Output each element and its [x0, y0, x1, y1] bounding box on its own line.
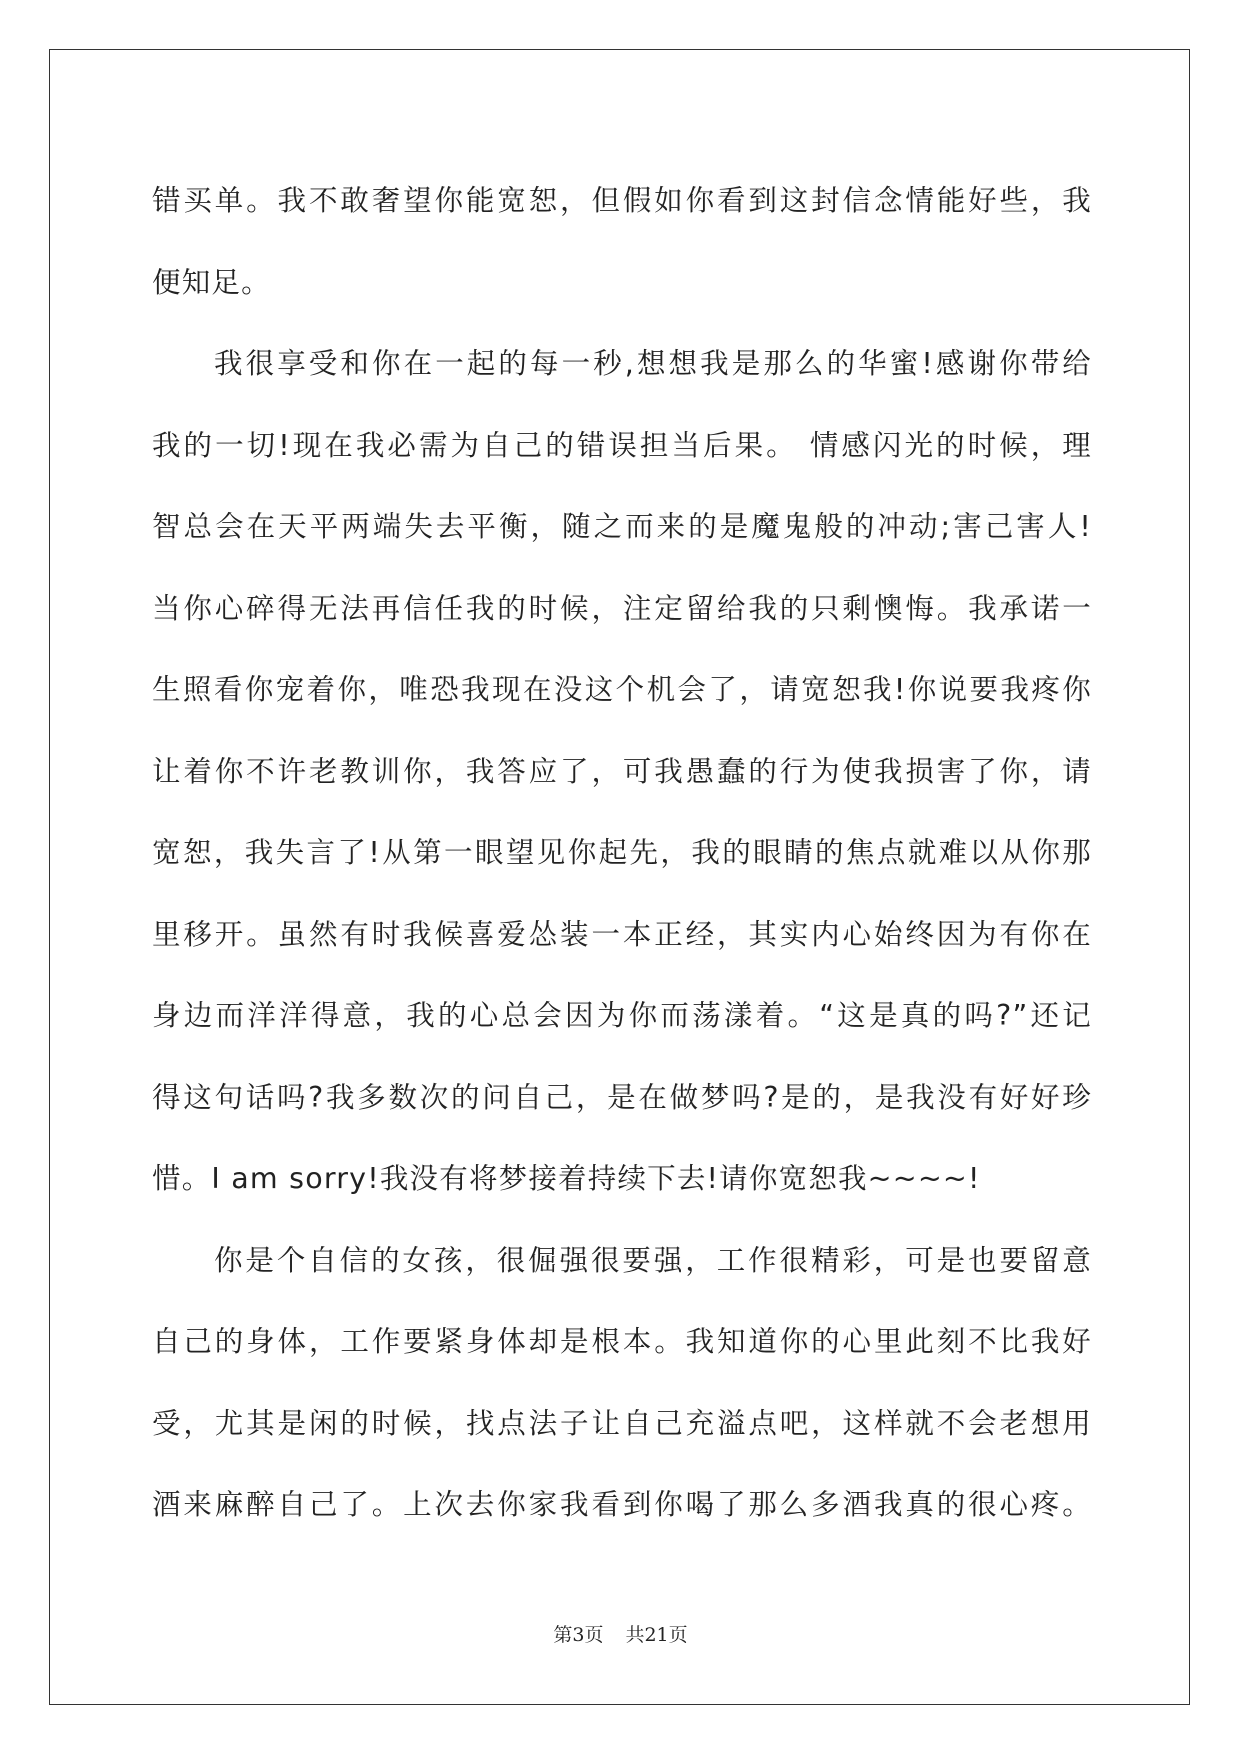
text-line: 自己的身体，工作要紧身体却是根本。我知道你的心里此刻不比我好 — [152, 1325, 1092, 1358]
text-line: 酒来麻醉自己了。上次去你家我看到你喝了那么多酒我真的很心疼。 — [152, 1488, 1092, 1521]
document-body — [152, 160, 1092, 1546]
total-pages: 共21页 — [625, 1624, 688, 1646]
text-line: 当你心碎得无法再信任我的时候，注定留给我的只剩懊悔。我承诺一 — [152, 591, 1092, 625]
text-line: 受，尤其是闲的时候，找点法子让自己充溢点吧，这样就不会老想用 — [152, 1406, 1092, 1440]
text-line: 错买单。我不敢奢望你能宽恕，但假如你看到这封信念情能好些，我 — [152, 184, 1092, 217]
text-line: 身边而洋洋得意，我的心总会因为你而荡漾着。“这是真的吗?”还记 — [152, 999, 1092, 1032]
paragraph-start-line: 你是个自信的女孩，很倔强很要强，工作很精彩，可是也要留意 — [214, 1243, 1092, 1277]
text-line: 生照看你宠着你，唯恐我现在没这个机会了，请宽恕我!你说要我疼你 — [152, 673, 1092, 706]
text-line: 得这句话吗?我多数次的问自己，是在做梦吗?是的，是我没有好好珍 — [152, 1080, 1092, 1114]
text-line: 惜。I am sorry!我没有将梦接着持续下去!请你宽恕我~~~~! — [152, 1162, 981, 1195]
text-line: 里移开。虽然有时我候喜爱怂装一本正经，其实内心始终因为有你在 — [152, 917, 1092, 951]
page-footer — [0, 1620, 1241, 1647]
paragraph-start-line: 我很享受和你在一起的每一秒,想想我是那么的华蜜!感谢你带给 — [214, 347, 1092, 380]
text-line: 便知足。 — [152, 265, 271, 299]
text-line: 智总会在天平两端失去平衡，随之而来的是魔鬼般的冲动;害己害人! — [152, 510, 1092, 543]
text-line: 宽恕，我失言了!从第一眼望见你起先，我的眼睛的焦点就难以从你那 — [152, 836, 1092, 869]
page-number: 第3页 — [553, 1624, 604, 1646]
text-line: 我的一切!现在我必需为自己的错误担当后果。 情感闪光的时候，理 — [152, 428, 1092, 462]
text-line: 让着你不许老教训你，我答应了，可我愚蠢的行为使我损害了你，请 — [152, 754, 1092, 788]
